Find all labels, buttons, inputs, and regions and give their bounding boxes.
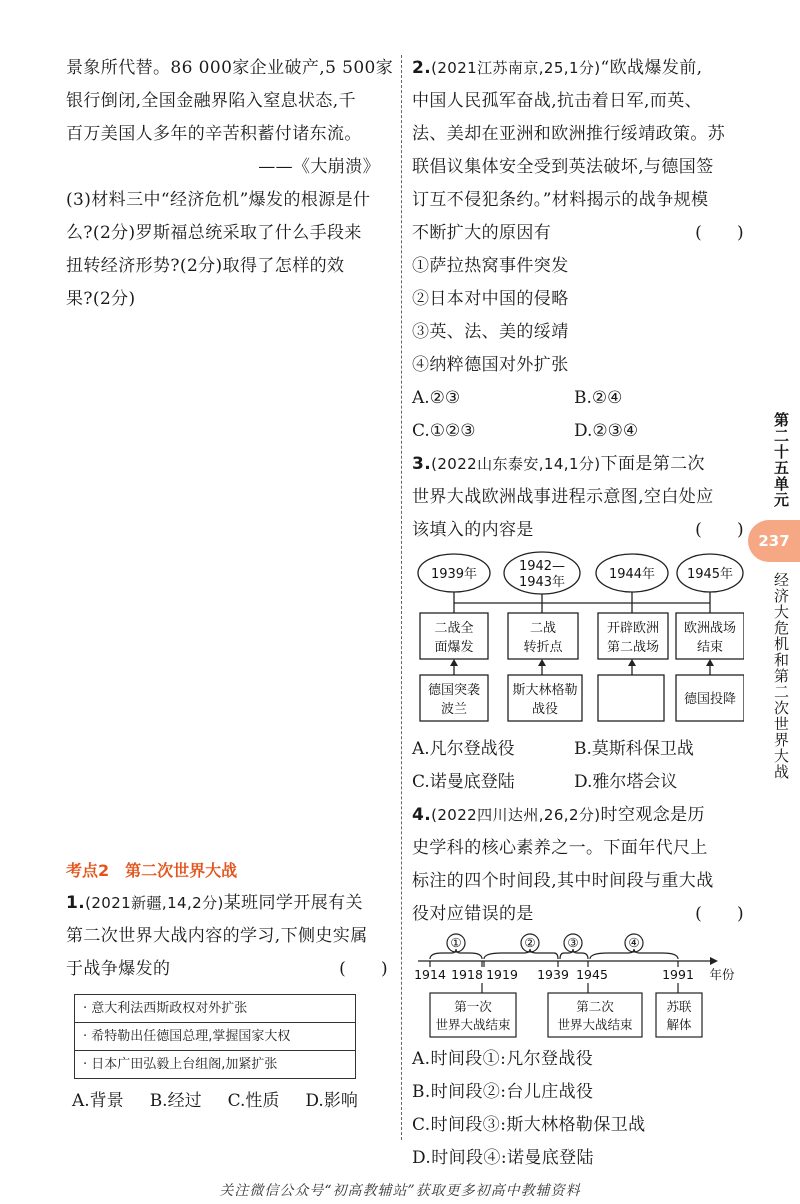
footer-note: 关注微信公众号“初高教辅站”获取更多初高中教辅资料 xyxy=(219,1183,581,1199)
year-tick: 1991 xyxy=(662,967,694,982)
blank-answer-space xyxy=(66,316,388,854)
option-d: D.②③④ xyxy=(574,421,639,441)
q2-item: ④纳粹德国对外扩张 xyxy=(412,355,569,375)
q3-number: 3. xyxy=(412,454,432,474)
event-label: 德国突袭 xyxy=(427,683,481,698)
q1-options xyxy=(66,1085,388,1118)
q3-line: 世界大战欧洲战事进程示意图,空白处应 xyxy=(412,487,714,507)
q3-text: 下面是第二次 xyxy=(600,454,705,474)
event-label: 德国投降 xyxy=(683,692,737,707)
q3-options xyxy=(412,733,744,799)
question-3-line: (3)材料三中“经济危机”爆发的根源是什 xyxy=(66,190,371,210)
blank-event-box xyxy=(598,675,664,721)
option-c: C.诺曼底登陆 xyxy=(412,772,515,792)
material-line: 景象所代替。86 000家企业破产,5 500家 xyxy=(66,58,394,78)
q4-text: 役对应错误的是 xyxy=(412,904,534,924)
q2-text: “欧战爆发前, xyxy=(600,58,703,78)
option-c: C.①②③ xyxy=(412,421,476,441)
q2-last-line xyxy=(412,217,744,250)
segment-label: ③ xyxy=(567,935,579,950)
stage-label: 二战全 xyxy=(434,621,474,636)
q2-source: (2021江苏南京,25,1分) xyxy=(431,59,601,77)
unit-title: 经济大危机和第二次世界大战 xyxy=(772,572,790,780)
q4-line: 史学科的核心素养之一。下面年代尺上 xyxy=(412,838,708,858)
unit-label: 第二十五单元 xyxy=(772,412,790,508)
option-d: D.影响 xyxy=(305,1091,358,1111)
q4-first-line xyxy=(412,799,744,832)
axis-arrow xyxy=(710,957,718,965)
year-label: 1939年 xyxy=(430,567,478,582)
question-3-line: 扭转经济形势?(2分)取得了怎样的效 xyxy=(66,256,345,276)
q3-last-line xyxy=(412,514,744,547)
event-label: 波兰 xyxy=(440,702,468,717)
option-a: A.②③ xyxy=(412,388,461,408)
q4-last-line xyxy=(412,898,744,931)
option-a: A.时间段①:凡尔登战役 xyxy=(412,1049,594,1069)
q1-line: 第二次世界大战内容的学习,下侧史实属 xyxy=(66,926,368,946)
fact-item: · 日本广田弘毅上台组阁,加紧扩张 xyxy=(83,1057,278,1072)
right-column xyxy=(412,52,744,1175)
q3-source: (2022山东泰安,14,1分) xyxy=(431,455,601,473)
stage-label: 欧洲战场 xyxy=(683,621,737,636)
year-label: 1944年 xyxy=(608,567,656,582)
q4-source: (2022四川达州,26,2分) xyxy=(431,806,601,824)
fact-item: · 意大利法西斯政权对外扩张 xyxy=(75,995,355,1023)
year-tick: 1939 xyxy=(537,967,569,982)
q2-line: 法、美却在亚洲和欧洲推行绥靖政策。苏 xyxy=(412,124,726,144)
ww2-europe-diagram xyxy=(412,551,744,731)
year-tick: 1919 xyxy=(486,967,518,982)
q2-options xyxy=(412,382,744,448)
event-label: 解体 xyxy=(666,1017,692,1032)
option-a: A.背景 xyxy=(72,1091,124,1111)
material-line: 银行倒闭,全国金融界陷入窒息状态,千 xyxy=(66,91,357,111)
q4-line: 标注的四个时间段,其中时间段与重大战 xyxy=(412,871,714,891)
column-divider xyxy=(401,55,402,1140)
option-c: C.性质 xyxy=(227,1091,280,1111)
fact-item: · 希特勒出任德国总理,掌握国家大权 xyxy=(75,1023,355,1051)
q2-item: ③英、法、美的绥靖 xyxy=(412,322,569,342)
year-tick: 1918 xyxy=(451,967,483,982)
year-label: 1943年 xyxy=(518,575,566,590)
answer-paren: ( ) xyxy=(695,904,744,924)
timeline-ruler xyxy=(412,931,744,1043)
citation: ——《大崩溃》 xyxy=(258,157,380,177)
option-b: B.②④ xyxy=(574,388,623,408)
year-label: 1942— xyxy=(518,559,566,574)
segment-label: ① xyxy=(450,935,462,950)
option-d: D.雅尔塔会议 xyxy=(574,772,678,792)
year-label: 1945年 xyxy=(686,567,734,582)
q2-line: 订互不侵犯条约。”材料揭示的战争规模 xyxy=(412,190,709,210)
option-a: A.凡尔登战役 xyxy=(412,739,515,759)
stage-label: 二战 xyxy=(529,621,557,636)
left-column xyxy=(66,52,394,1118)
section-heading: 考点2 第二次世界大战 xyxy=(66,861,238,880)
year-tick: 1914 xyxy=(414,967,446,982)
axis-unit: 年份 xyxy=(709,967,735,982)
q2-text: 不断扩大的原因有 xyxy=(412,223,552,243)
question-3-line: 果?(2分) xyxy=(66,289,136,309)
event-label: 第二次 xyxy=(576,999,614,1014)
q4-number: 4. xyxy=(412,805,432,825)
segment-label: ② xyxy=(524,935,536,950)
option-b: B.经过 xyxy=(149,1091,202,1111)
q2-item: ①萨拉热窝事件突发 xyxy=(412,256,569,276)
page-number: 237 xyxy=(748,520,800,562)
q1-first-line xyxy=(66,887,388,920)
answer-paren: ( ) xyxy=(695,520,744,540)
q2-item: ②日本对中国的侵略 xyxy=(412,289,569,309)
q2-first-line xyxy=(412,52,744,85)
event-label: 斯大林格勒 xyxy=(512,683,578,698)
q1-text: 某班同学开展有关 xyxy=(223,893,363,913)
event-label: 世界大战结束 xyxy=(435,1017,511,1032)
material-line: 百万美国人多年的辛苦积蓄付诸东流。 xyxy=(66,124,362,144)
answer-paren: ( ) xyxy=(695,223,744,243)
option-c: C.时间段③:斯大林格勒保卫战 xyxy=(412,1115,646,1135)
q3-first-line xyxy=(412,448,744,481)
stage-label: 开辟欧洲 xyxy=(606,621,660,636)
q2-line: 中国人民孤军奋战,抗击着日军,而英、 xyxy=(412,91,703,111)
event-label: 战役 xyxy=(531,702,559,717)
q3-text: 该填入的内容是 xyxy=(412,520,534,540)
option-d: D.时间段④:诺曼底登陆 xyxy=(412,1148,594,1168)
q1-number: 1. xyxy=(66,893,86,913)
q2-line: 联倡议集体安全受到英法破坏,与德国签 xyxy=(412,157,714,177)
event-label: 世界大战结束 xyxy=(557,1017,633,1032)
q1-last-line xyxy=(66,953,388,986)
q1-text: 于战争爆发的 xyxy=(66,959,171,979)
question-3-line: 么?(2分)罗斯福总统采取了什么手段来 xyxy=(66,223,362,243)
stage-label: 结束 xyxy=(696,640,724,655)
answer-paren: ( ) xyxy=(339,959,388,979)
q2-number: 2. xyxy=(412,58,432,78)
segment-label: ④ xyxy=(628,935,640,950)
stage-label: 转折点 xyxy=(523,640,563,655)
fact-box xyxy=(74,994,356,1079)
year-tick: 1945 xyxy=(576,967,608,982)
option-b: B.时间段②:台儿庄战役 xyxy=(412,1082,594,1102)
option-b: B.莫斯科保卫战 xyxy=(574,739,694,759)
event-label: 苏联 xyxy=(666,999,692,1014)
stage-label: 面爆发 xyxy=(434,640,474,655)
event-label: 第一次 xyxy=(454,999,492,1014)
q1-source: (2021新疆,14,2分) xyxy=(85,894,224,912)
q4-text: 时空观念是历 xyxy=(600,805,705,825)
stage-label: 第二战场 xyxy=(606,640,660,655)
